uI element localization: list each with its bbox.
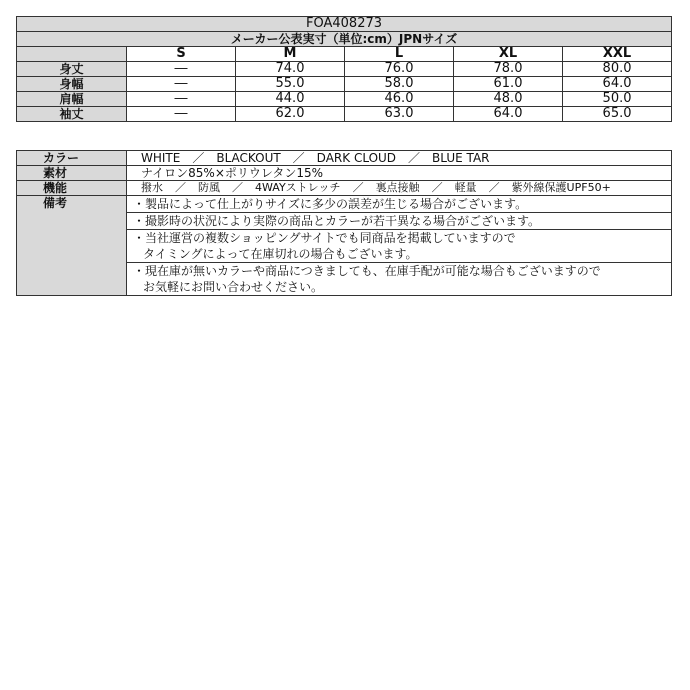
table-cell: 58.0 <box>345 77 454 92</box>
table-cell: 78.0 <box>454 62 563 77</box>
note-item <box>127 196 672 213</box>
function-item: 軽量 <box>454 181 477 194</box>
note-line: タイミングによって在庫切れの場合もございます。 <box>143 247 418 261</box>
function-separator: ／ <box>488 181 500 194</box>
table-cell: 55.0 <box>236 77 345 92</box>
color-row <box>17 151 672 166</box>
table-cell: 61.0 <box>454 77 563 92</box>
size-header-xxl: XXL <box>563 47 672 62</box>
table-cell: 50.0 <box>563 92 672 107</box>
row-label: 身丈 <box>17 62 127 77</box>
table-cell: 76.0 <box>345 62 454 77</box>
table-cell: 63.0 <box>345 107 454 122</box>
table-cell: 44.0 <box>236 92 345 107</box>
size-header-corner <box>17 47 127 62</box>
note-item <box>127 213 672 230</box>
material-label: 素材 <box>17 166 127 181</box>
size-header-s: S <box>127 47 236 62</box>
table-cell: 62.0 <box>236 107 345 122</box>
function-label: 機能 <box>17 181 127 196</box>
material-value: ナイロン85%×ポリウレタン15% <box>127 166 672 181</box>
table-cell: ― <box>127 107 236 122</box>
function-item: 防風 <box>198 181 220 194</box>
table-cell: 74.0 <box>236 62 345 77</box>
table-row <box>17 62 672 77</box>
notes-label: 備考 <box>17 196 127 296</box>
function-item: 4WAYストレッチ <box>255 181 341 194</box>
function-separator: ／ <box>431 181 443 194</box>
note-line: ・現在庫が無いカラーや商品につきましても、在庫手配が可能な場合もございますので <box>133 264 601 278</box>
note-line: ・撮影時の状況により実際の商品とカラーが若干異なる場合がございます。 <box>133 214 541 228</box>
row-label: 身幅 <box>17 77 127 92</box>
row-label: 肩幅 <box>17 92 127 107</box>
table-row <box>17 77 672 92</box>
size-header-xl: XL <box>454 47 563 62</box>
function-item: 撥水 <box>141 181 163 194</box>
function-row <box>17 181 672 196</box>
size-chart-table <box>16 16 672 122</box>
color-label: カラー <box>17 151 127 166</box>
notes-row <box>17 196 672 213</box>
note-item <box>127 230 672 263</box>
row-label: 袖丈 <box>17 107 127 122</box>
function-list <box>127 181 672 196</box>
function-separator: ／ <box>175 181 186 194</box>
table-row <box>17 107 672 122</box>
size-header-m: M <box>236 47 345 62</box>
table-cell: 48.0 <box>454 92 563 107</box>
table-cell: 64.0 <box>563 77 672 92</box>
function-separator: ／ <box>232 181 243 194</box>
table-cell: ― <box>127 62 236 77</box>
function-item: 紫外線保護UPF50+ <box>511 181 611 194</box>
size-header-l: L <box>345 47 454 62</box>
table-cell: 65.0 <box>563 107 672 122</box>
function-item: 裏点接触 <box>375 181 420 194</box>
function-separator: ／ <box>352 181 364 194</box>
table-cell: ― <box>127 77 236 92</box>
color-value: WHITE ／ BLACKOUT ／ DARK CLOUD ／ BLUE TAR <box>127 151 672 166</box>
note-line: お気軽にお問い合わせください。 <box>143 280 324 294</box>
product-info-table <box>16 150 672 296</box>
material-row <box>17 166 672 181</box>
note-line: ・当社運営の複数ショッピングサイトでも同商品を掲載していますので <box>133 231 516 245</box>
table-cell: 80.0 <box>563 62 672 77</box>
note-line: ・製品によって仕上がりサイズに多少の誤差が生じる場合がございます。 <box>133 197 528 211</box>
product-code: FOA408273 <box>17 17 672 32</box>
table-cell: 46.0 <box>345 92 454 107</box>
size-chart-subtitle: メーカー公表実寸（単位:cm）JPNサイズ <box>17 32 672 47</box>
size-header-row <box>17 47 672 62</box>
table-cell: ― <box>127 92 236 107</box>
table-cell: 64.0 <box>454 107 563 122</box>
note-item <box>127 263 672 296</box>
table-row <box>17 92 672 107</box>
